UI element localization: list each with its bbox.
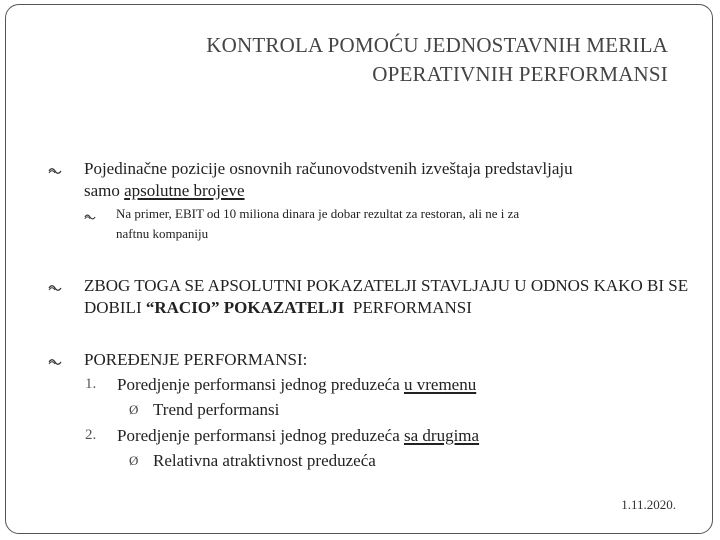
number-1: 1. xyxy=(85,376,97,392)
numbered-item-1 xyxy=(117,374,476,396)
bullet-2 xyxy=(84,275,688,319)
arrow-icon: Ø xyxy=(129,453,139,468)
numbered-item-2 xyxy=(117,425,479,447)
bullet-icon xyxy=(48,284,62,292)
title-line-1: KONTROLA POMOĆU JEDNOSTAVNIH MERILA xyxy=(206,33,668,57)
number-2: 2. xyxy=(85,427,97,443)
bullet-1 xyxy=(84,158,573,202)
bullet-3: POREĐENJE PERFORMANSI: xyxy=(84,350,308,369)
slide-title xyxy=(206,31,668,89)
item-1-underlined: u vremenu xyxy=(404,375,477,394)
item-2-underlined: sa drugima xyxy=(404,426,480,445)
bullet-2-text: DOBILI xyxy=(84,298,146,317)
bullet-icon xyxy=(48,167,62,175)
bullet-1-underlined: apsolutne brojeve xyxy=(124,181,245,200)
bullet-2-tail: PERFORMANSI xyxy=(344,298,472,317)
arrow-icon: Ø xyxy=(129,402,139,417)
sub-bullet-1-line-1: Na primer, EBIT od 10 miliona dinara je dobar rezultat za restoran, ali ne i za xyxy=(116,206,520,221)
bullet-2-line-1: ZBOG TOGA SE APSOLUTNI POKAZATELJI STAVLJAJU U ODNOS KAKO BI SE xyxy=(84,276,689,295)
item-2-text: Poredjenje performansi jednog preduzeća xyxy=(117,426,404,445)
bullet-2-bold: “RACIO” POKAZATELJI xyxy=(145,298,345,317)
bullet-1-line-1: Pojedinačne pozicije osnovnih računovodstvenih izveštaja predstavljaju xyxy=(84,159,573,178)
title-line-2: OPERATIVNIH PERFORMANSI xyxy=(372,62,668,86)
bullet-1-text: samo xyxy=(84,181,125,200)
bullet-1-line-2 xyxy=(84,180,573,202)
slide-frame xyxy=(5,4,713,534)
sub-bullet-icon xyxy=(84,213,96,221)
item-1-sub: Trend performansi xyxy=(153,400,280,419)
bullet-icon xyxy=(48,358,62,366)
bullet-2-line-2 xyxy=(84,297,688,319)
sub-bullet-1 xyxy=(116,204,519,244)
item-2-sub: Relativna atraktivnost preduzeća xyxy=(153,451,376,470)
slide-date: 1.11.2020. xyxy=(621,497,676,512)
item-1-text: Poredjenje performansi jednog preduzeća xyxy=(117,375,404,394)
sub-bullet-1-line-2: naftnu kompaniju xyxy=(116,226,209,241)
